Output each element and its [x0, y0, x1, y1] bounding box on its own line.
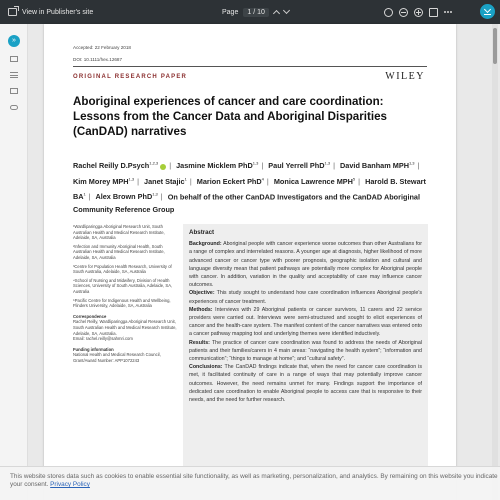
publisher-logo: WILEY [385, 71, 425, 82]
toolbar-actions [384, 0, 453, 24]
abstract-heading: Abstract [189, 229, 215, 236]
funding: National Health and Medical Research Council, Grant/Award Number: APP1072243 [73, 352, 161, 363]
expand-sidebar-icon[interactable]: » [8, 35, 20, 47]
next-page-icon[interactable] [283, 7, 290, 14]
article-title: Aboriginal experiences of cancer and care coordination: Lessons from the Cancer Data and Aboriginal Disparities (CanDAD) narratives [73, 95, 387, 138]
author-group: On behalf of the other CanDAD Investigators and the CanDAD Aboriginal Community Reference Group [73, 192, 421, 215]
divider [73, 66, 427, 67]
affiliation: ¹Wardliparingga Aboriginal Research Unit, South Australian Health and Medical Research Institute, Adelaide, SA, Australia [73, 224, 165, 241]
affiliation: ⁴School of Nursing and Midwifery, Division of Health Sciences, University of South Australia, Adelaide, SA, Australia [73, 277, 173, 294]
cookie-banner [0, 466, 500, 500]
download-button[interactable] [480, 4, 495, 19]
outline-icon[interactable] [10, 72, 18, 78]
correspondence-email[interactable]: Email: rachel.reilly@sahmri.com [73, 336, 133, 342]
viewer-toolbar [0, 0, 500, 24]
author: Harold B. Stewart $BA^1$ [73, 176, 426, 202]
author: Monica Lawrence MPH$^5$ [273, 176, 356, 186]
privacy-policy-link[interactable]: Privacy Policy [50, 481, 90, 489]
author: David Banham MPH$^{1,3}$ [340, 161, 415, 171]
affiliation: ²Infection and Immunity Aboriginal Health, South Australian Health and Medical Research Institute, Adelaide, SA, Australia [73, 243, 165, 260]
figures-icon[interactable] [10, 88, 18, 94]
view-in-publisher-link[interactable] [8, 8, 93, 16]
author: Janet Stajic$^1$ [144, 176, 187, 186]
search-icon[interactable] [384, 8, 393, 17]
section-label: ORIGINAL RESEARCH PAPER [73, 74, 188, 80]
correspondence: Rachel Reilly, Wardliparingga Aboriginal Research Unit, South Australian Health and Medical Research Institute, Adelaide, SA, Australia. [73, 319, 177, 336]
author: Marion Eckert PhD$^4$ [196, 176, 264, 186]
doi[interactable]: DOI: 10.1111/hex.12687 [73, 57, 123, 62]
previous-page-icon[interactable] [273, 10, 280, 17]
author: Jasmine Micklem PhD$^{1,3}$ [176, 161, 259, 171]
accepted-date: Accepted: 22 February 2018 [73, 45, 131, 50]
author: Rachel Reilly D.Psych$^{1,2,3}$ [73, 161, 166, 170]
references-icon[interactable] [10, 105, 18, 110]
cookie-text: This website stores data such as cookies to enable essential site functionality, as well as marketing, personalization, and analytics. By remaining on this website you indicate your consent. [10, 473, 498, 489]
affiliations [73, 224, 178, 366]
external-link-icon [8, 8, 17, 16]
abstract-objective: Objective: This study sought to understand how care coordination influences Aboriginal people's experiences of cancer treatment. [189, 290, 422, 305]
zoom-in-icon[interactable] [414, 8, 423, 17]
author-list: Rachel Reilly D.Psych$^{1,2,3}$ | Jasmine Micklem PhD$^{1,3}$ | Paul Yerrell PhD$^{1,3}$ | David Banham MPH$^{1,3}$ | Kim Morey MPH$^{1,3}$ | Janet Stajic$^1$ | Marion Eckert PhD$^4$ | Monica Lawrence MPH$^5$ | Harold B. Stewart $BA^1$ | Alex Brown PhD$^{1,3}$ | On behalf of the other CanDAD Investigators and the CanDAD Aboriginal Community Reference Group [73, 161, 426, 215]
affiliation: ⁵Pacific Centre for Indigenous Health and Wellbeing, Flinders University, Adelaide, SA, Australia [73, 297, 171, 309]
abstract-box [183, 224, 428, 500]
funding-heading: Funding information [73, 346, 114, 352]
abstract-results: Results: The practice of cancer care coordination was found to address the needs of Aboriginal patients and their families/carers in 4 main areas: “navigating the health system”; “information and communication”; “things to manage at home”; and “cultural safety”. [189, 339, 422, 363]
abstract-conclusions: Conclusions: The CanDAD findings indicate that, when the need for cancer care coordination is met, it facilitated continuity of care in a range of ways that may potentially improve cancer outcomes. However, the need remains unmet for many. Findings support the importance of dedicated care coordination to enable Aboriginal people to access care that is responsive to their needs, and the need for further research. [189, 364, 422, 404]
correspondence-heading: Correspondence [73, 313, 107, 319]
abstract-background: Background: Aboriginal people with cancer experience worse outcomes than other Australians for a range of complex and interrelated reasons. A younger age at diagnosis, higher likelihood of more advanced cancer or cancer type with poorer prognosis, geographic isolation and cultural and language diversity mean that patient pathways are potentially more complex for Aboriginal people with cancer. In addition, variation in the quality and acceptability of care may influence cancer outcomes. [189, 241, 423, 289]
orcid-icon[interactable] [160, 164, 166, 170]
left-sidebar [0, 24, 28, 500]
page-number-input[interactable]: 1 / 10 [243, 8, 269, 17]
document-info-icon[interactable] [10, 56, 18, 62]
more-options-icon[interactable] [444, 8, 453, 17]
abstract-methods: Methods: Interviews with 29 Aboriginal patients or cancer survivors, 11 carers and 22 service providers were carried out. Interviews were semi-structured and sought to elicit experiences of cancer and the health-care system. The manifest content of the cancer narratives was entered onto a cancer pathway mapping tool and underlying themes were identified inductively. [189, 306, 422, 338]
fit-page-icon[interactable] [429, 8, 438, 17]
view-in-publisher-label: View in Publisher's site [22, 8, 94, 16]
author: Kim Morey MPH$^{1,3}$ [73, 176, 135, 186]
page-label: Page [222, 8, 239, 16]
page-navigator [222, 0, 289, 24]
affiliation: ³Centre for Population Health Research, University of South Australia, Adelaide, SA, Australia [73, 263, 172, 275]
author: Paul Yerrell PhD$^{1,3}$ [268, 161, 331, 171]
scrollbar-thumb[interactable] [493, 28, 497, 64]
scrollbar[interactable] [492, 24, 498, 500]
pdf-page [44, 24, 456, 500]
zoom-out-icon[interactable] [399, 8, 408, 17]
author: Alex Brown PhD$^{1,3}$ [95, 191, 158, 202]
